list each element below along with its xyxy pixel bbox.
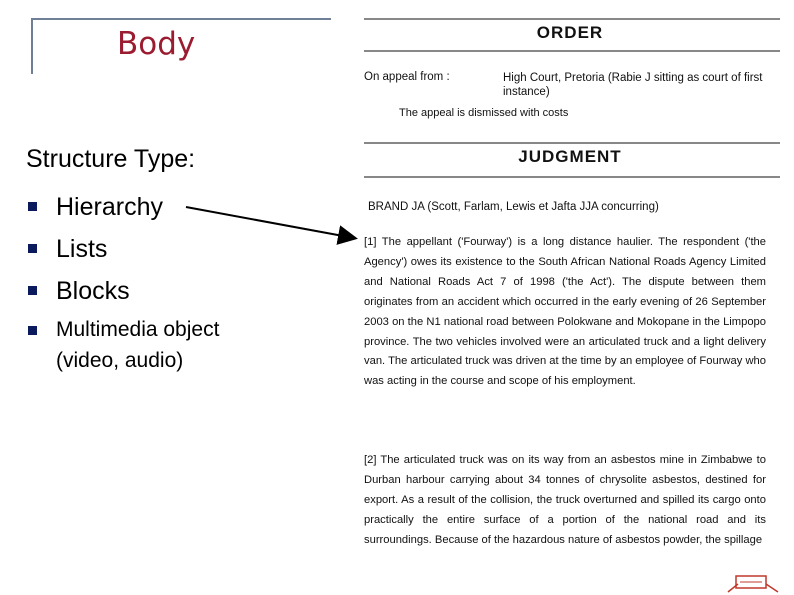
- paragraph-2: [2] The articulated truck was on its way from an asbestos mine in Zimbabwe to Durban harbour carrying about 34 tonnes of chrysolite asbestos, destined for export. As a result of the collision, the truck overturned and spilled its cargo onto practically the entire surface of a portion of the national road and its surroundings. Because of the hazardous nature of asbestos powder, the spillage: [364, 454, 766, 546]
- judgment-top-rule: [364, 142, 780, 144]
- judgment-document: [360, 14, 780, 595]
- slide-title: Body: [117, 26, 196, 62]
- judgment-heading: JUDGMENT: [518, 147, 622, 166]
- paragraph-1: [1] The appellant ('Fourway') is a long distance haulier. The respondent ('the Agency') owes its existence to the South African National Roads Agency Limited and National Roads Act 7 of 1998 ('the Act'). The dispute between them originates from an accident which occurred in the early evening of 26 September 2003 on the N1 national road between Polokwane and Mokopane in the Limpopo province. The two vehicles involved were an articulated truck and a light delivery van. The articulated truck was driven at the time by an employee of Fourway who was acting in the course and scope of his employment.: [364, 236, 766, 388]
- bullet-label: Lists: [56, 235, 108, 263]
- court-seal-icon: [726, 574, 780, 594]
- judgment-bottom-rule: [364, 176, 780, 178]
- order-bottom-rule: [364, 50, 780, 52]
- bullet-label: Multimedia object (video, audio): [56, 318, 220, 372]
- bullet-label: Hierarchy: [56, 193, 163, 221]
- appeal-dismissed-text: The appeal is dismissed with costs: [399, 107, 569, 119]
- structure-type-heading: Structure Type:: [26, 145, 196, 173]
- order-heading: ORDER: [536, 23, 604, 42]
- on-appeal-value: High Court, Pretoria (Rabie J sitting as court of first instance): [503, 72, 763, 98]
- bullet-label: Blocks: [56, 277, 130, 305]
- on-appeal-label: On appeal from :: [364, 71, 450, 83]
- author-line: BRAND JA (Scott, Farlam, Lewis et Jafta JJA concurring): [368, 201, 659, 213]
- order-top-rule: [364, 18, 780, 20]
